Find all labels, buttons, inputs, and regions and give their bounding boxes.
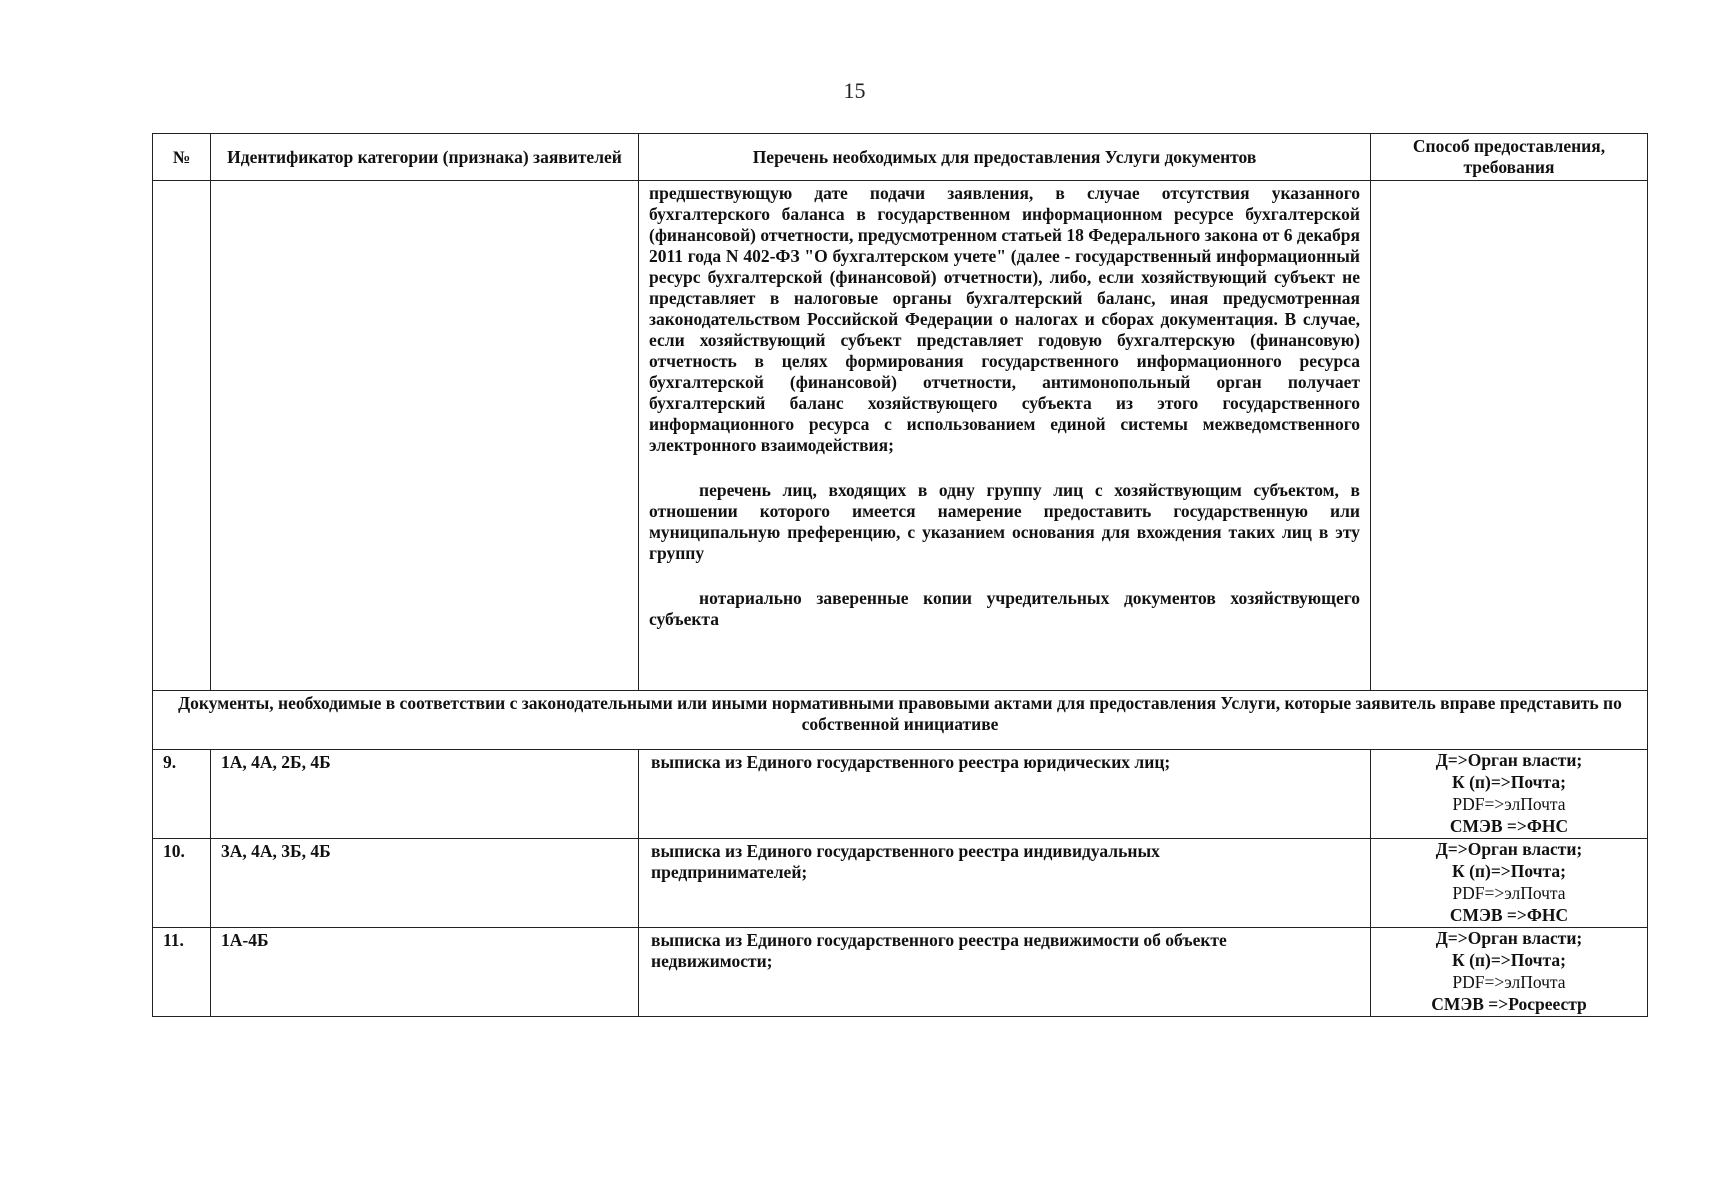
method-line: СМЭВ =>ФНС [1449,904,1569,925]
method-line: PDF=>элПочта [1452,882,1566,903]
row-method [1371,928,1648,1017]
header-method: Способ предоставления, требования [1371,134,1648,181]
header-number: № [153,134,211,181]
continuation-paragraph-3: нотариально заверенные копии учредительных документов хозяйствующего субъекта [649,588,1360,629]
continuation-identifier-cell [211,181,639,691]
section-title-row [153,691,1648,750]
row-identifier: 3А, 4А, 3Б, 4Б [211,839,639,928]
row-method [1371,750,1648,839]
method-line: СМЭВ =>ФНС [1449,815,1569,836]
method-line: СМЭВ =>Росреестр [1431,993,1587,1014]
header-identifier: Идентификатор категории (признака) заявителей [211,134,639,181]
table-header-row [153,134,1648,181]
row-document: выписка из Единого государственного реестра недвижимости об объекте недвижимости; [639,928,1371,1017]
documents-table [152,133,1648,1017]
continuation-paragraph-1: предшествующую дате подачи заявления, в случае отсутствия указанного бухгалтерского баланса в государственном информационном ресурсе бухгалтерской (финансовой) отчетности, предусмотренном статьей 18 Федерального закона от 6 декабря 2011 года N 402-ФЗ "О бухгалтерском учете" (далее - государственный информационный ресурс бухгалтерской (финансовой) отчетности), либо, если хозяйствующий субъект не представляет в налоговые органы бухгалтерский баланс, иная предусмотренная законодательством Российской Федерации о налогах и сборах документация. В случае, если хозяйствующий субъект представляет годовую бухгалтерскую (финансовую) отчетность в целях формирования государственного информационного ресурса бухгалтерской (финансовой) отчетности, антимонопольный орган получает бухгалтерский баланс хозяйствующего субъекта из этого государственного информационного ресурса с использованием единой системы межведомственного электронного взаимодействия; [649,183,1360,455]
continuation-number-cell [153,181,211,691]
header-documents: Перечень необходимых для предоставления Услуги документов [639,134,1371,181]
method-line: PDF=>элПочта [1452,971,1566,992]
method-line: К (п)=>Почта; [1452,771,1566,792]
table-row [153,928,1648,1017]
row-number: 10. [153,839,211,928]
row-document: выписка из Единого государственного реестра индивидуальных предпринимателей; [639,839,1371,928]
row-identifier: 1А-4Б [211,928,639,1017]
method-line: Д=>Орган власти; [1435,928,1583,948]
continuation-method-cell [1371,181,1648,691]
method-line: К (п)=>Почта; [1452,860,1566,881]
table-row [153,839,1648,928]
continuation-documents-cell [639,181,1371,691]
method-line: Д=>Орган власти; [1435,750,1583,770]
row-number: 9. [153,750,211,839]
row-number: 11. [153,928,211,1017]
section-title: Документы, необходимые в соответствии с законодательными или иными нормативными правовыми актами для предоставления Услуги, которые заявитель вправе представить по собственной инициативе [153,691,1648,750]
row-identifier: 1А, 4А, 2Б, 4Б [211,750,639,839]
continuation-paragraph-2: перечень лиц, входящих в одну группу лиц с хозяйствующим субъектом, в отношении которого имеется намерение предоставить государственную или муниципальную преференцию, с указанием основания для вхождения таких лиц в эту группу [649,480,1360,563]
row-method [1371,839,1648,928]
method-line: К (п)=>Почта; [1452,949,1566,970]
row-document: выписка из Единого государственного реестра юридических лиц; [639,750,1371,839]
method-line: PDF=>элПочта [1452,793,1566,814]
page-number: 15 [843,78,866,103]
table-row [153,750,1648,839]
method-line: Д=>Орган власти; [1435,839,1583,859]
continuation-row [153,181,1648,691]
